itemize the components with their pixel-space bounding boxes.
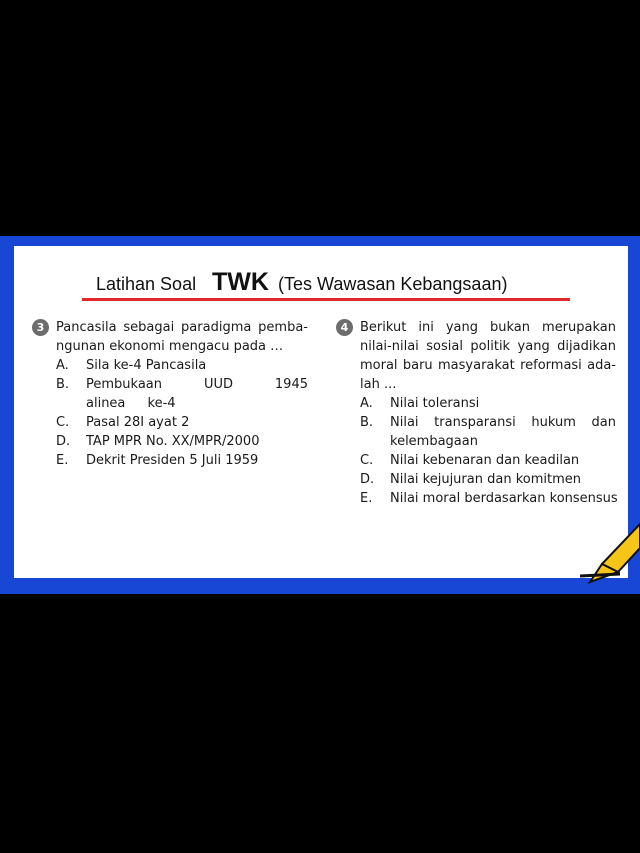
answer-option-d[interactable] bbox=[56, 432, 308, 451]
answer-option-a[interactable] bbox=[360, 394, 616, 413]
answer-options bbox=[56, 356, 308, 470]
answer-option-a[interactable] bbox=[56, 356, 308, 375]
option-letter: B. bbox=[360, 415, 374, 430]
option-text: Nilai kebenaran dan keadilan bbox=[390, 453, 580, 468]
option-letter: E. bbox=[360, 491, 373, 506]
option-letter: C. bbox=[360, 453, 374, 468]
option-text: Nilai transparansi hukum dan kelembagaan bbox=[390, 415, 616, 449]
answer-option-c[interactable] bbox=[56, 413, 308, 432]
option-text: Nilai moral berdasarkan konsensus bbox=[390, 491, 618, 506]
stem-line: Pancasila sebagai paradigma pemba- bbox=[56, 320, 308, 335]
option-text: Nilai kejujuran dan komitmen bbox=[390, 472, 581, 487]
question-stem bbox=[360, 318, 616, 394]
stem-line: lah ... bbox=[360, 377, 397, 392]
option-text: Pembukaan UUD 1945 alinea ke-4 bbox=[86, 377, 308, 411]
question-3 bbox=[36, 318, 308, 470]
stem-line: nilai-nilai sosial politik yang dijadikan bbox=[360, 339, 616, 354]
pencil-icon bbox=[580, 514, 640, 584]
option-letter: D. bbox=[360, 472, 375, 487]
answer-option-d[interactable] bbox=[360, 470, 616, 489]
option-letter: E. bbox=[56, 453, 69, 468]
stem-line: moral baru masyarakat reformasi ada- bbox=[360, 358, 616, 373]
page-header bbox=[82, 264, 570, 304]
option-letter: A. bbox=[360, 396, 373, 411]
answer-option-b[interactable] bbox=[360, 413, 616, 451]
stem-line: ngunan ekonomi mengacu pada … bbox=[56, 339, 284, 354]
option-text: Dekrit Presiden 5 Juli 1959 bbox=[86, 453, 259, 468]
option-letter: C. bbox=[56, 415, 70, 430]
header-strong: TWK bbox=[212, 268, 269, 296]
option-text: Sila ke-4 Pancasila bbox=[86, 358, 207, 373]
stem-line: Berikut ini yang bukan merupakan bbox=[360, 320, 616, 335]
question-4 bbox=[340, 318, 618, 508]
answer-option-e[interactable] bbox=[56, 451, 308, 470]
answer-option-b[interactable] bbox=[56, 375, 308, 413]
option-text: Pasal 28I ayat 2 bbox=[86, 415, 190, 430]
question-card bbox=[14, 246, 628, 578]
blue-frame bbox=[0, 236, 640, 594]
question-stem bbox=[56, 318, 308, 356]
option-letter: D. bbox=[56, 434, 71, 449]
answer-option-e[interactable] bbox=[360, 489, 616, 508]
option-text: Nilai toleransi bbox=[390, 396, 480, 411]
option-letter: A. bbox=[56, 358, 69, 373]
answer-options bbox=[360, 394, 616, 508]
option-text: TAP MPR No. XX/MPR/2000 bbox=[86, 434, 260, 449]
answer-option-c[interactable] bbox=[360, 451, 616, 470]
option-letter: B. bbox=[56, 377, 70, 392]
question-number-badge: 3 bbox=[32, 319, 49, 336]
header-prefix: Latihan Soal bbox=[96, 274, 197, 294]
header-subtitle: (Tes Wawasan Kebangsaan) bbox=[278, 274, 508, 294]
question-number-badge: 4 bbox=[336, 319, 353, 336]
header-underline bbox=[82, 298, 570, 301]
